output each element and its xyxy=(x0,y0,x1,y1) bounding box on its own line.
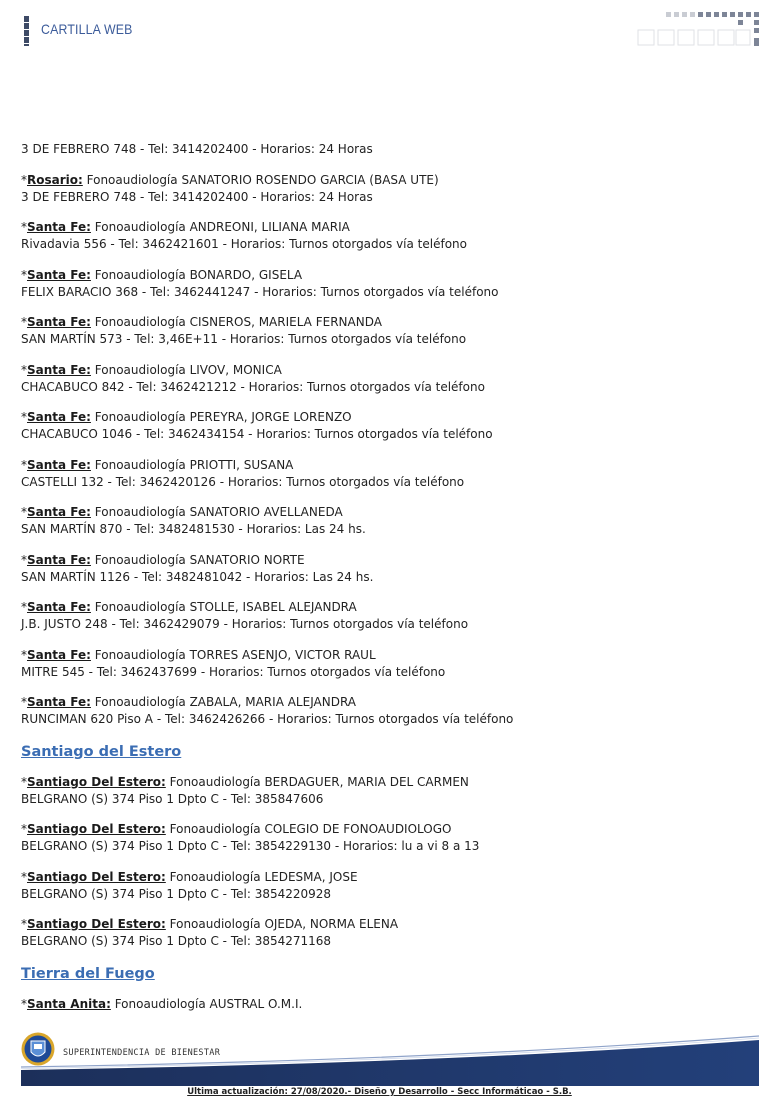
entry-provider: Fonoaudiología BONARDO, GISELA xyxy=(90,267,303,282)
entry-location-link[interactable]: Santa Fe: xyxy=(27,410,91,424)
list-item xyxy=(21,647,746,681)
section-heading-santiago[interactable]: Santiago del Estero xyxy=(21,743,182,760)
list-item xyxy=(21,141,746,158)
asterisk: * xyxy=(21,917,27,931)
listing-content xyxy=(21,141,746,1026)
entry-provider: Fonoaudiología LEDESMA, JOSE xyxy=(165,869,358,884)
entry-location-link[interactable]: Santa Fe: xyxy=(27,505,91,519)
asterisk: * xyxy=(21,362,27,377)
asterisk: * xyxy=(21,410,27,424)
list-item xyxy=(21,409,746,443)
entry-location-link[interactable]: Santa Fe: xyxy=(27,315,91,329)
entries-santa-fe xyxy=(21,141,746,728)
list-item xyxy=(21,314,746,348)
entry-provider: Fonoaudiología PRIOTTI, SUSANA xyxy=(90,457,294,472)
entry-location-link[interactable]: Santa Fe: xyxy=(27,220,91,234)
list-item xyxy=(21,916,746,950)
footer-org-name: SUPERINTENDENCIA DE BIENESTAR xyxy=(63,1048,221,1058)
list-item xyxy=(21,821,746,855)
entry-location-link[interactable]: Santa Fe: xyxy=(27,647,91,662)
list-item xyxy=(21,362,746,396)
list-item xyxy=(21,219,746,253)
entry-address: RUNCIMAN 620 Piso A - Tel: 3462426266 - Horarios: Turnos otorgados vía teléfono xyxy=(21,712,514,726)
entry-provider: Fonoaudiología TORRES ASENJO, VICTOR RAUL xyxy=(90,647,376,662)
entry-location-link[interactable]: Santiago Del Estero: xyxy=(27,917,166,931)
entries-tierra-del-fuego xyxy=(21,996,746,1013)
entry-title-line xyxy=(21,774,746,791)
entry-address: SAN MARTÍN 1126 - Tel: 3482481042 - Horarios: Las 24 hs. xyxy=(21,569,374,584)
entry-address: MITRE 545 - Tel: 3462437699 - Horarios: Turnos otorgados vía teléfono xyxy=(21,664,446,679)
list-item xyxy=(21,267,746,301)
entry-provider: Fonoaudiología ZABALA, MARIA ALEJANDRA xyxy=(90,695,357,709)
asterisk: * xyxy=(21,220,27,234)
list-item xyxy=(21,599,746,633)
entry-title-line xyxy=(21,457,746,474)
entry-provider: Fonoaudiología STOLLE, ISABEL ALEJANDRA xyxy=(90,600,357,614)
entry-provider: Fonoaudiología COLEGIO DE FONOAUDIOLOGO xyxy=(165,822,452,836)
entries-santiago xyxy=(21,774,746,951)
entry-location-link[interactable]: Rosario: xyxy=(27,172,83,187)
footer-wave xyxy=(21,1030,759,1086)
entry-address: BELGRANO (S) 374 Piso 1 Dpto C - Tel: 3854271168 xyxy=(21,934,332,948)
entry-provider: Fonoaudiología SANATORIO ROSENDO GARCIA (BASA UTE) xyxy=(82,172,439,187)
asterisk: * xyxy=(21,600,27,614)
entry-title-line xyxy=(21,916,746,933)
entry-address: J.B. JUSTO 248 - Tel: 3462429079 - Horarios: Turnos otorgados vía teléfono xyxy=(21,617,469,631)
entry-provider: Fonoaudiología OJEDA, NORMA ELENA xyxy=(165,917,399,931)
list-item xyxy=(21,996,746,1013)
entry-provider: Fonoaudiología AUSTRAL O.M.I. xyxy=(110,996,303,1011)
entry-address: Rivadavia 556 - Tel: 3462421601 - Horarios: Turnos otorgados vía teléfono xyxy=(21,237,467,251)
entry-title-line xyxy=(21,219,746,236)
entry-provider: Fonoaudiología ANDREONI, LILIANA MARIA xyxy=(90,220,350,234)
entry-location-link[interactable]: Santa Anita: xyxy=(27,996,111,1011)
entry-location-link[interactable]: Santiago Del Estero: xyxy=(27,774,166,789)
entry-title-line xyxy=(21,996,746,1013)
entry-address: FELIX BARACIO 368 - Tel: 3462441247 - Horarios: Turnos otorgados vía teléfono xyxy=(21,284,499,299)
entry-address: 3 DE FEBRERO 748 - Tel: 3414202400 - Horarios: 24 Horas xyxy=(21,189,373,204)
list-item xyxy=(21,552,746,586)
entry-location-link[interactable]: Santa Fe: xyxy=(27,267,91,282)
section-heading-tierra-del-fuego[interactable]: Tierra del Fuego xyxy=(21,965,155,982)
asterisk: * xyxy=(21,647,27,662)
entry-address: SAN MARTÍN 870 - Tel: 3482481530 - Horarios: Las 24 hs. xyxy=(21,522,366,536)
entry-provider: Fonoaudiología SANATORIO AVELLANEDA xyxy=(90,505,343,519)
entry-address: SAN MARTÍN 573 - Tel: 3,46E+11 - Horarios: Turnos otorgados vía teléfono xyxy=(21,332,467,346)
list-item xyxy=(21,869,746,903)
entry-title-line xyxy=(21,599,746,616)
list-item xyxy=(21,774,746,808)
entry-provider: Fonoaudiología PEREYRA, JORGE LORENZO xyxy=(90,410,352,424)
header-grid-decoration xyxy=(636,12,759,48)
entry-address: 3 DE FEBRERO 748 - Tel: 3414202400 - Horarios: 24 Horas xyxy=(21,142,373,156)
asterisk: * xyxy=(21,315,27,329)
entry-title-line xyxy=(21,869,746,886)
asterisk: * xyxy=(21,457,27,472)
header-bar-icon xyxy=(24,16,29,46)
list-item xyxy=(21,457,746,491)
asterisk: * xyxy=(21,695,27,709)
last-update-text: Ultima actualización: 27/08/2020.- Diseño y Desarrollo - Secc Informáticao - S.B. xyxy=(187,1087,572,1097)
entry-title-line xyxy=(21,694,746,711)
entry-provider: Fonoaudiología LIVOV, MONICA xyxy=(90,362,282,377)
entry-address: BELGRANO (S) 374 Piso 1 Dpto C - Tel: 3854220928 xyxy=(21,886,332,901)
list-item xyxy=(21,504,746,538)
entry-location-link[interactable]: Santiago Del Estero: xyxy=(27,869,166,884)
asterisk: * xyxy=(21,505,27,519)
entry-location-link[interactable]: Santiago Del Estero: xyxy=(27,822,166,836)
asterisk: * xyxy=(21,869,27,884)
asterisk: * xyxy=(21,267,27,282)
entry-title-line xyxy=(21,172,746,189)
emblem-icon xyxy=(21,1030,55,1068)
page-title: CARTILLA WEB xyxy=(41,21,133,37)
entry-provider: Fonoaudiología SANATORIO NORTE xyxy=(90,552,305,567)
entry-title-line xyxy=(21,504,746,521)
asterisk: * xyxy=(21,552,27,567)
entry-location-link[interactable]: Santa Fe: xyxy=(27,552,91,567)
asterisk: * xyxy=(21,822,27,836)
entry-title-line xyxy=(21,267,746,284)
entry-address: BELGRANO (S) 374 Piso 1 Dpto C - Tel: 3854229130 - Horarios: lu a vi 8 a 13 xyxy=(21,839,480,853)
entry-title-line xyxy=(21,362,746,379)
list-item xyxy=(21,694,746,728)
entry-provider: Fonoaudiología BERDAGUER, MARIA DEL CARMEN xyxy=(165,774,469,789)
entry-address: CASTELLI 132 - Tel: 3462420126 - Horarios: Turnos otorgados vía teléfono xyxy=(21,474,465,489)
entry-address: CHACABUCO 1046 - Tel: 3462434154 - Horarios: Turnos otorgados vía teléfono xyxy=(21,427,493,441)
entry-title-line xyxy=(21,821,746,838)
entry-location-link[interactable]: Santa Fe: xyxy=(27,362,91,377)
asterisk: * xyxy=(21,996,27,1011)
entry-location-link[interactable]: Santa Fe: xyxy=(27,695,91,709)
list-item xyxy=(21,172,746,206)
entry-title-line xyxy=(21,552,746,569)
footer-banner xyxy=(21,1030,759,1086)
entry-title-line xyxy=(21,647,746,664)
entry-title-line xyxy=(21,409,746,426)
entry-location-link[interactable]: Santa Fe: xyxy=(27,600,91,614)
entry-title-line xyxy=(21,314,746,331)
entry-provider: Fonoaudiología CISNEROS, MARIELA FERNANDA xyxy=(90,315,382,329)
asterisk: * xyxy=(21,172,27,187)
entry-address: BELGRANO (S) 374 Piso 1 Dpto C - Tel: 385847606 xyxy=(21,791,324,806)
entry-address: CHACABUCO 842 - Tel: 3462421212 - Horarios: Turnos otorgados vía teléfono xyxy=(21,379,485,394)
entry-location-link[interactable]: Santa Fe: xyxy=(27,457,91,472)
asterisk: * xyxy=(21,774,27,789)
